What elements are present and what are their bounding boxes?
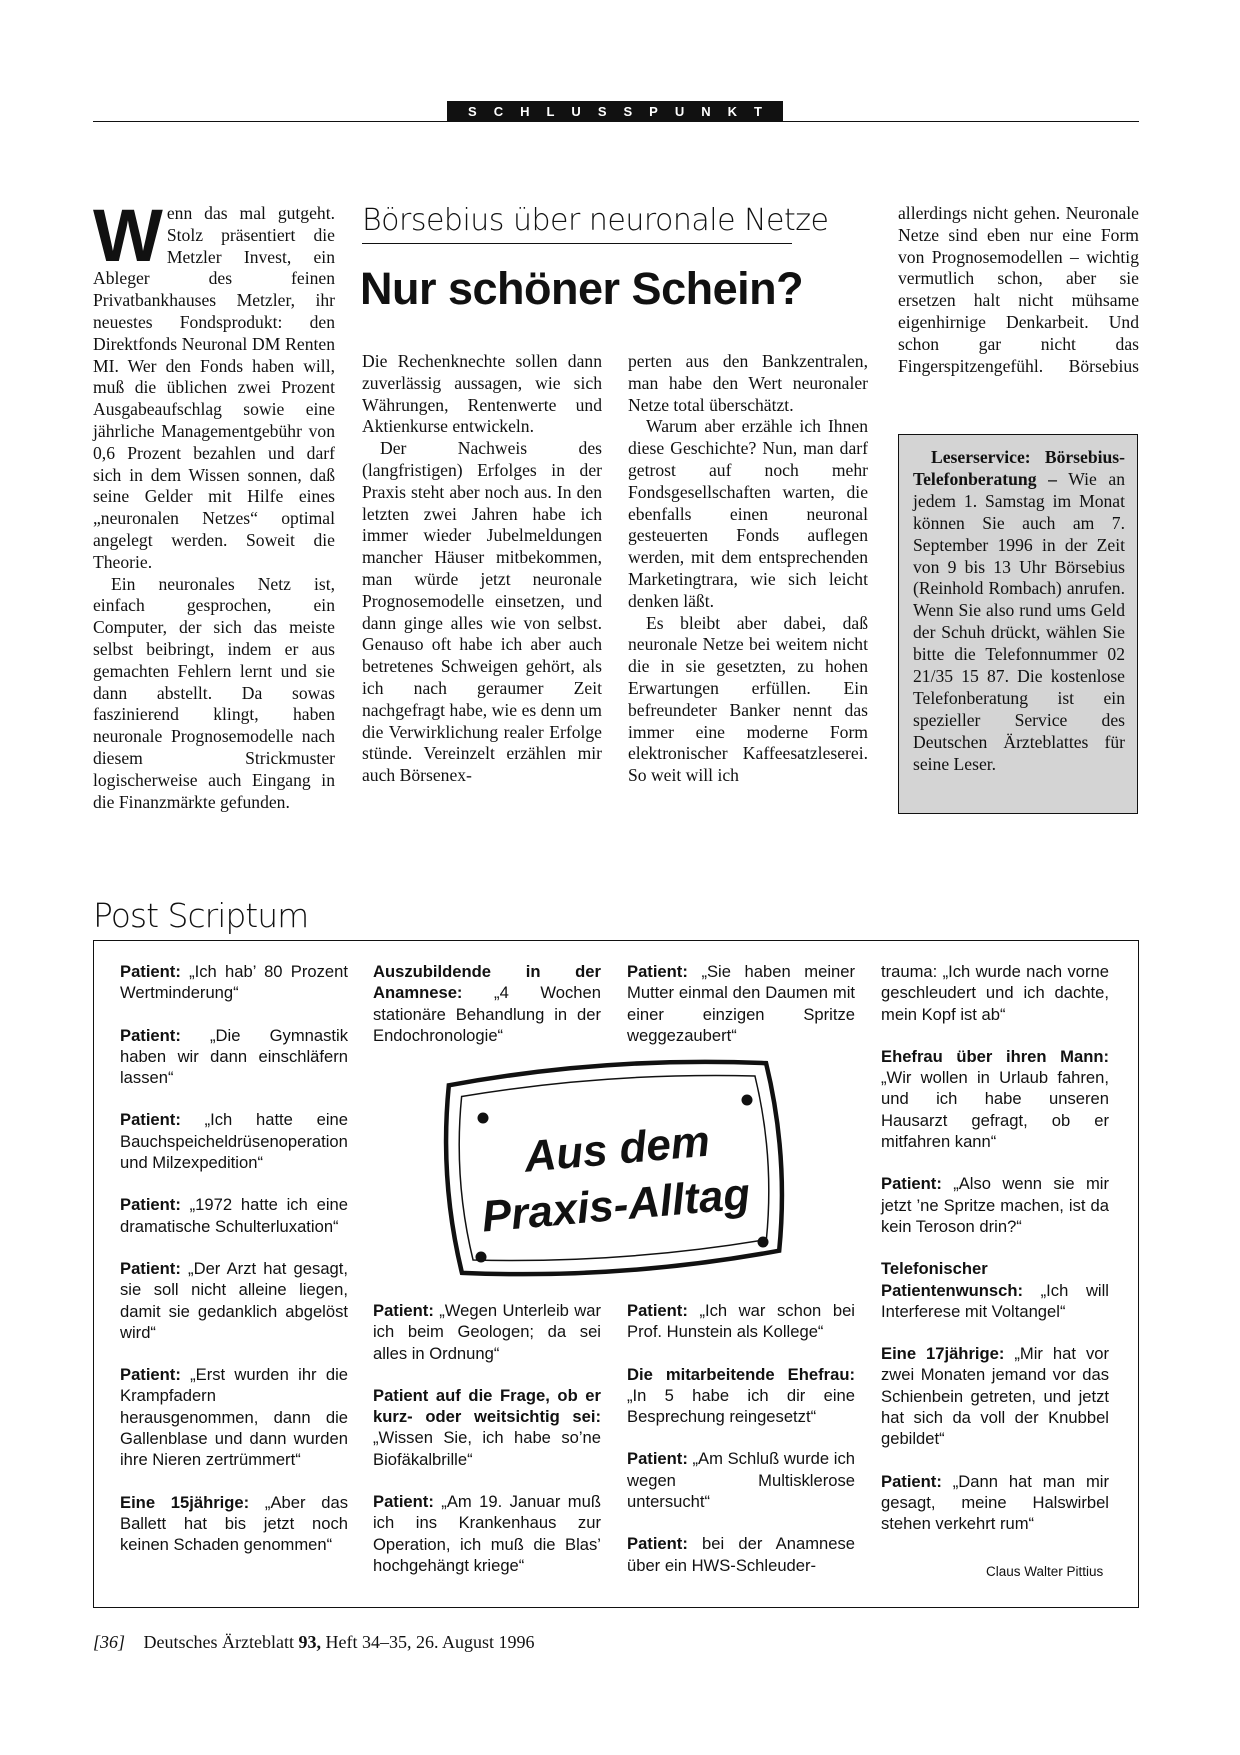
journal-name: Deutsches Ärzteblatt xyxy=(143,1632,294,1652)
reader-service-lead: Leserservice: Börsebius-Telefonberatung – xyxy=(913,447,1125,489)
quote-text: „Die Gymnastik haben wir dann einschläfern lassen“ xyxy=(120,1025,348,1088)
quote-speaker: Patient: xyxy=(627,962,688,981)
quote-item xyxy=(120,961,348,1004)
quote-speaker: Telefonischer Patientenwunsch: xyxy=(881,1259,1023,1300)
quote-item xyxy=(881,1258,1109,1322)
article-column-4 xyxy=(898,203,1139,377)
quote-text: bei der Anamnese über ein HWS-Schleuder- xyxy=(627,1534,855,1575)
article-column-2 xyxy=(362,351,602,787)
quote-item xyxy=(627,961,855,1046)
article-headline: Nur schöner Schein? xyxy=(360,263,804,314)
quote-speaker: Patient auf die Frage, ob er kurz- oder weitsichtig sei: xyxy=(373,1385,601,1427)
article-paragraph: perten aus den Bankzentralen, man habe den Wert neuronaler Netze total überschätzt. xyxy=(628,351,868,415)
paragraph-text: enn das mal gutgeht. Stolz präsentiert die Metzler Invest, ein Ableger des feinen Privatbankhauses Metzler, ihr neuestes Fondsprodukt: den Direktfonds Neuronal DM Renten MI. Wer den Fonds haben will, muß die üblichen zwei Prozent Ausgabeaufschlag sowie eine jährliche Managementgebühr von 0,6 Prozent bezahlen und darf sich in dem Wissen sonnen, daß seine Gelder mit Hilfe eines „neuronalen Netzes“ optimal angelegt werden. Soweit die Theorie. xyxy=(93,203,335,572)
article-paragraph xyxy=(93,194,335,574)
reader-service-body: Wie an jedem 1. Samstag im Monat können Sie auch am 7. September 1996 in der Zeit von 9 bis 13 Uhr Börsebius (Reinhold Rombach) anrufen. Wenn Sie also rund ums Geld der Schuh drückt, wählen Sie bitte die Telefonnummer 02 21/35 15 87. Die kostenlose Telefonberatung ist ein spezieller Service des Deutschen Ärzteblattes für seine Leser. xyxy=(913,468,1125,774)
quote-item xyxy=(373,961,601,1046)
quote-item xyxy=(120,1364,348,1470)
reader-service-text xyxy=(913,447,1125,776)
quote-item xyxy=(627,1448,855,1512)
quote-speaker: Patient: xyxy=(627,1449,688,1469)
quote-speaker: Die mitarbeitende Ehefrau: xyxy=(627,1364,855,1384)
article-column-1 xyxy=(93,194,335,813)
quote-text: „Wissen Sie, ich habe so’ne Biofäkalbrille“ xyxy=(373,1428,601,1469)
quote-item xyxy=(881,1173,1109,1237)
quote-item xyxy=(627,1300,855,1343)
quote-speaker: Eine 15jährige: xyxy=(120,1492,250,1512)
article-column-3 xyxy=(628,351,868,787)
quote-speaker: Patient: xyxy=(120,1365,181,1385)
quote-text: „Wegen Unterleib war ich beim Geologen; da sei alles in Ordnung“ xyxy=(373,1301,601,1363)
quote-item xyxy=(881,1471,1109,1535)
quote-speaker: Patient: xyxy=(120,1195,181,1215)
sign-line-2: Praxis-Alltag xyxy=(479,1169,753,1242)
quote-item xyxy=(373,1300,601,1364)
quote-text: „Am Schluß wurde ich wegen Multisklerose untersucht“ xyxy=(627,1449,855,1512)
quote-item xyxy=(881,1343,1109,1449)
quote-text: „Ich hatte eine Bauchspeicheldrüsenoperation und Milzexpedition“ xyxy=(120,1110,348,1173)
quote-speaker: Patient: xyxy=(373,1301,434,1320)
article-paragraph: Warum aber erzähle ich Ihnen diese Geschichte? Nun, man darf getrost auf noch mehr Fondsgesellschaften warten, die ebenfalls einen neuronal gesteuerten Fonds auflegen werden, mit dem entsprechenden Marketingtrara, wie sich leicht denken läßt. xyxy=(628,416,868,611)
post-scriptum-title: Post Scriptum xyxy=(93,896,309,935)
article-kicker: Börsebius über neuronale Netze xyxy=(362,203,829,238)
quote-item xyxy=(881,1046,1109,1152)
quote-item xyxy=(120,1258,348,1343)
quote-text: „Aber das Ballett hat bis jetzt noch keinen Schaden genommen“ xyxy=(120,1492,348,1555)
kicker-rule xyxy=(362,243,792,244)
quote-text: „Ich war schon bei Prof. Hunstein als Kollege“ xyxy=(627,1301,855,1342)
author-signature: Börsebius xyxy=(1068,355,1139,376)
quote-item xyxy=(120,1109,348,1173)
quote-text: „Wir wollen in Urlaub fahren, und ich habe unseren Hausarzt gefragt, ob er mitfahren kann“ xyxy=(881,1068,1109,1152)
section-label: SCHLUSSPUNKT xyxy=(447,101,783,122)
quote-item xyxy=(120,1194,348,1237)
paragraph-text: allerdings nicht gehen. Neuronale Netze sind eben nur eine Form von Prognosemodellen – wichtig vermutlich schon, aber sie ersetzen halt nicht mühsame eigenhirnige Denkarbeit. Und schon gar nicht das Fingerspitzengefühl. xyxy=(898,203,1139,376)
quote-speaker: Patient: xyxy=(120,1258,181,1278)
quote-speaker: Patient: xyxy=(881,1471,942,1491)
quote-speaker: Eine 17jährige: xyxy=(881,1344,1005,1364)
quote-text: „Erst wurden ihr die Krampfadern herausgenommen, dann die Gallenblase und dann wurden ihre Nieren zertrümmert“ xyxy=(120,1365,348,1470)
quote-speaker: Patient: xyxy=(373,1492,434,1512)
screw-dot xyxy=(476,1252,487,1263)
article-paragraph xyxy=(898,203,1139,377)
drop-cap: W xyxy=(93,194,161,277)
quote-text: „Sie haben meiner Mutter einmal den Daumen mit einer einzigen Spritze weggezaubert“ xyxy=(627,962,855,1045)
quotes-column-3-bottom xyxy=(627,1300,855,1597)
quotes-column-4 xyxy=(881,961,1109,1556)
article-paragraph: Der Nachweis des (langfristigen) Erfolges in der Praxis steht aber noch aus. In den letzten zwei Jahren habe ich immer wieder Jubelmeldungen mancher Häuser mitbekommen, man würde jetzt neuronale Prognosemodelle einsetzen, und dann ginge alles wie von selbst. Genauso oft habe ich aber auch betretenes Schweigen gehört, als ich nach geraumer Zeit nachgefragt habe, wie es denn um die Verwirklichung realer Erfolge stünde. Vereinzelt erzählen mir auch Börsenex- xyxy=(362,438,602,786)
quote-text: „Also wenn sie mir jetzt ’ne Spritze machen, ist da kein Teroson drin?“ xyxy=(881,1174,1109,1236)
quote-text: „Ich hab’ 80 Prozent Wertminderung“ xyxy=(120,962,348,1003)
quote-speaker: Patient: xyxy=(120,1110,181,1130)
quote-speaker: Ehefrau über ihren Mann: xyxy=(881,1046,1109,1066)
page-number: [36] xyxy=(93,1632,126,1652)
quote-text: „Der Arzt hat gesagt, sie soll nicht alleine liegen, damit sie gedanklich abgelöst wird“ xyxy=(120,1258,348,1342)
quote-item xyxy=(373,1491,601,1576)
article-paragraph: Die Rechenknechte sollen dann zuverlässig aussagen, wie sich Währungen, Rentenwerte und Aktienkurse entwickeln. xyxy=(362,351,602,437)
quote-text: „4 Wochen stationäre Behandlung in der Endochronologie“ xyxy=(373,983,601,1045)
page-footer xyxy=(93,1632,534,1653)
quote-speaker: Patient: xyxy=(627,1301,688,1320)
quote-text: „Mir hat vor zwei Monaten jemand vor das Schienbein getreten, und jetzt hat sich da voll der Knubbel gebildet“ xyxy=(881,1344,1109,1449)
quote-text: „Ich will Interferese mit Voltangel“ xyxy=(881,1280,1109,1321)
quote-item xyxy=(373,1385,601,1470)
quote-speaker: Patient: xyxy=(120,1025,181,1045)
quote-speaker: Patient: xyxy=(881,1174,942,1194)
article-paragraph: Ein neuronales Netz ist, einfach gesprochen, ein Computer, der sich das meiste selbst beibringt, indem er aus gemachten Fehlern lernt und sie dann abstellt. Da sowas faszinierend klingt, haben neuronale Prognosemodelle nach diesem Strickmuster logischerweise auch Eingang in die Finanzmärkte gefunden. xyxy=(93,573,335,812)
screw-dot xyxy=(758,1237,769,1248)
praxis-alltag-sign xyxy=(433,1052,795,1284)
quotes-column-2-bottom xyxy=(373,1300,601,1597)
screw-dot xyxy=(478,1113,489,1124)
quote-speaker: Auszubildende in der Anamnese: xyxy=(373,962,601,1003)
quote-item xyxy=(881,961,1109,1025)
quote-text: „1972 hatte ich eine dramatische Schulterluxation“ xyxy=(120,1195,348,1236)
quote-item xyxy=(627,1364,855,1428)
quote-text: „Am 19. Januar muß ich ins Krankenhaus zur Operation, ich muß die Blas’ hochgehängt kriege“ xyxy=(373,1492,601,1575)
quote-item xyxy=(120,1492,348,1556)
quote-speaker: Patient: xyxy=(120,962,181,981)
journal-issue: Heft 34–35, 26. August 1996 xyxy=(325,1632,535,1652)
sign-line-1: Aus dem xyxy=(522,1116,712,1182)
quotes-column-1 xyxy=(120,961,348,1577)
quote-item xyxy=(120,1025,348,1089)
quote-text: „Dann hat man mir gesagt, meine Halswirbel stehen verkehrt rum“ xyxy=(881,1471,1109,1534)
screw-dot xyxy=(742,1095,753,1106)
quote-item xyxy=(627,1533,855,1576)
post-scriptum-author: Claus Walter Pittius xyxy=(986,1564,1104,1579)
quote-text: trauma: „Ich wurde nach vorne geschleudert und ich dachte, mein Kopf ist ab“ xyxy=(881,962,1109,1024)
journal-volume: 93, xyxy=(298,1632,321,1652)
article-paragraph: Es bleibt aber dabei, daß neuronale Netze bei weitem nicht die in sie gesetzten, zu hohen Erwartungen erfüllen. Ein befreundeter Banker nennt das immer eine moderne Form elektronischer Kaffeesatzleserei. So weit will ich xyxy=(628,612,868,786)
reader-service-box xyxy=(898,434,1138,814)
quote-text: „In 5 habe ich dir eine Besprechung reingesetzt“ xyxy=(627,1385,855,1427)
quote-speaker: Patient: xyxy=(627,1534,688,1554)
